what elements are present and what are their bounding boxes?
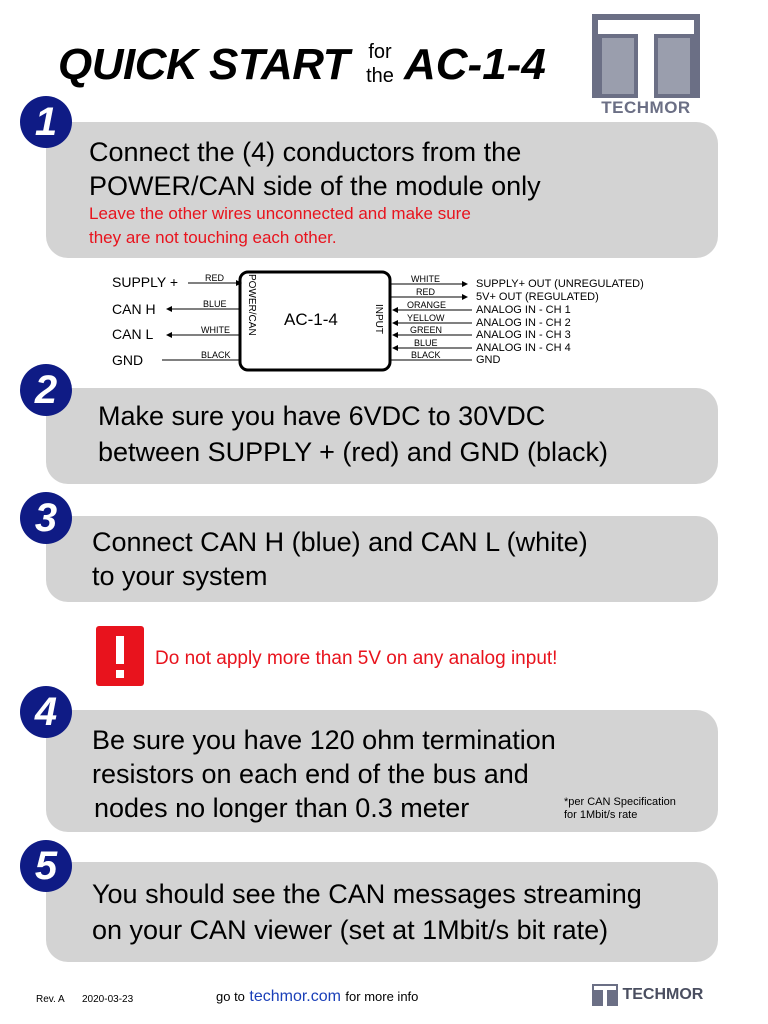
step-1-note-1: Leave the other wires unconnected and make sure	[89, 204, 471, 223]
step-5-badge: 5	[20, 840, 72, 892]
power-can-side-label: POWER/CAN	[246, 274, 257, 336]
module-name: AC-1-4	[284, 310, 338, 329]
step-4-box	[46, 710, 718, 832]
techmor-logo-mark-icon	[592, 984, 618, 1006]
step-3-line-2: to your system	[92, 561, 268, 591]
step-3-badge: 3	[20, 492, 72, 544]
out-gnd: GND	[476, 354, 501, 366]
step-2-line-1: Make sure you have 6VDC to 30VDC	[98, 401, 546, 431]
step-4-line-3: nodes no longer than 0.3 meter	[94, 793, 470, 823]
analog-in-ch4: ANALOG IN - CH 4	[476, 342, 571, 354]
step-3-line-1: Connect CAN H (blue) and CAN L (white)	[92, 527, 588, 557]
step-1-line-2: POWER/CAN side of the module only	[89, 171, 541, 201]
step-1-box	[46, 122, 718, 258]
step-5-line-2: on your CAN viewer (set at 1Mbit/s bit rate)	[92, 915, 609, 945]
pin-can-h: CAN H	[112, 301, 156, 317]
wire-color-white-out: WHITE	[411, 274, 440, 284]
wire-color-blue-in: BLUE	[414, 338, 438, 348]
wire-color-red: RED	[205, 273, 225, 283]
wire-color-yellow: YELLOW	[407, 313, 445, 323]
exclamation-icon	[96, 626, 144, 686]
wire-color-red-out: RED	[416, 287, 436, 297]
page-title: QUICK START	[58, 40, 350, 89]
step-3-box	[46, 516, 718, 602]
revision-date: 2020-03-23	[82, 994, 134, 1005]
title-connector: for the	[366, 41, 394, 87]
step-1-badge: 1	[20, 96, 72, 148]
wire-color-white: WHITE	[201, 325, 230, 335]
wire-color-green: GREEN	[410, 325, 443, 335]
footer-logo-word: TECHMOR	[622, 986, 704, 1003]
footer-info	[216, 988, 418, 1006]
wire-color-black-gnd: BLACK	[411, 350, 441, 360]
step-5-box	[46, 862, 718, 962]
analog-input-warning: Do not apply more than 5V on any analog input!	[155, 648, 558, 669]
wiring-diagram	[0, 262, 768, 372]
analog-in-ch1: ANALOG IN - CH 1	[476, 304, 571, 316]
wire-color-black: BLACK	[201, 350, 231, 360]
pin-supply-plus: SUPPLY +	[112, 274, 179, 290]
step-2-badge: 2	[20, 364, 72, 416]
step-2-line-2: between SUPPLY + (red) and GND (black)	[98, 437, 608, 467]
out-5v-regulated: 5V+ OUT (REGULATED)	[476, 291, 599, 303]
model-title: AC-1-4	[404, 40, 546, 89]
revision-label: Rev. A	[36, 994, 65, 1005]
analog-in-ch3: ANALOG IN - CH 3	[476, 329, 571, 341]
step-4-line-1: Be sure you have 120 ohm termination	[92, 725, 556, 755]
wire-color-orange: ORANGE	[407, 300, 447, 310]
techmor-link[interactable]: techmor.com	[249, 988, 341, 1005]
step-1-line-1: Connect the (4) conductors from the	[89, 137, 522, 167]
input-side-label: INPUT	[373, 304, 384, 334]
out-supply-unregulated: SUPPLY+ OUT (UNREGULATED)	[476, 278, 644, 290]
step-1-note-2: they are not touching each other.	[89, 228, 337, 247]
footer-more-info: for more info	[345, 989, 419, 1004]
wire-color-blue: BLUE	[203, 299, 227, 309]
can-spec-footnote: *per CAN Specification for 1Mbit/s rate	[564, 796, 676, 821]
footer-logo	[592, 984, 703, 1006]
step-5-line-1: You should see the CAN messages streaming	[92, 879, 642, 909]
step-4-badge: 4	[20, 686, 72, 738]
pin-gnd: GND	[112, 352, 144, 368]
analog-in-ch2: ANALOG IN - CH 2	[476, 317, 571, 329]
logo-wordmark: TECHMOR	[601, 98, 691, 117]
step-2-box	[46, 388, 718, 484]
footer-go-to: go to	[216, 989, 245, 1004]
pin-can-l: CAN L	[112, 326, 154, 342]
step-4-line-2: resistors on each end of the bus and	[92, 759, 529, 789]
